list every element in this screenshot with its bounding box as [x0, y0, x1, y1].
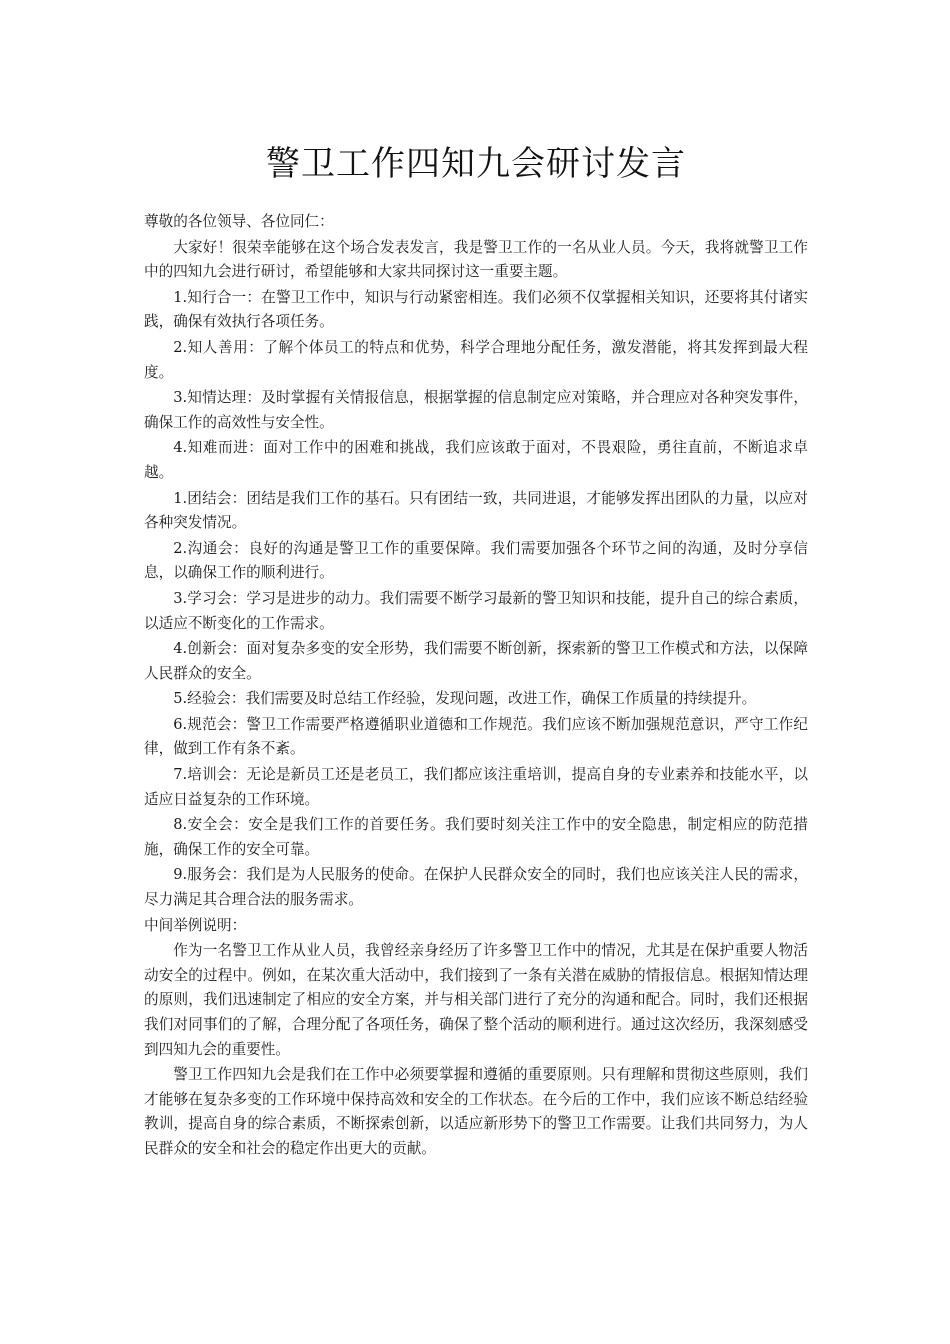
paragraph: 3.知情达理：及时掌握有关情报信息，根据掌握的信息制定应对策略，并合理应对各种突发事件，确保工作的高效性与安全性。 [144, 389, 808, 431]
paragraph: 警卫工作四知九会是我们在工作中必须要掌握和遵循的重要原则。只有理解和贯彻这些原则，我们才能够在复杂多变的工作环境中保持高效和安全的工作状态。在今后的工作中，我们应该不断总结经验教训，提高自身的综合素质，不断探索创新，以适应新形势下的警卫工作需要。让我们共同努力，为人民群众的安全和社会的稳定作出更大的贡献。 [144, 1066, 808, 1157]
paragraph-list [144, 210, 808, 1162]
paragraph: 1.知行合一：在警卫工作中，知识与行动紧密相连。我们必须不仅掌握相关知识，还要将其付诸实践，确保有效执行各项任务。 [144, 288, 808, 331]
paragraph: 中间举例说明： [144, 916, 247, 934]
paragraph: 作为一名警卫工作从业人员，我曾经亲身经历了许多警卫工作中的情况，尤其是在保护重要人物活动安全的过程中。例如，在某次重大活动中，我们接到了一条有关潜在威胁的情报信息。根据知情达理的原则，我们迅速制定了相应的安全方案，并与相关部门进行了充分的沟通和配合。同时，我们还根据我们对同事们的了解，合理分配了各项任务，确保了整个活动的顺利进行。通过这次经历，我深刻感受到四知九会的重要性。 [144, 942, 808, 1058]
paragraph: 9.服务会：我们是为人民服务的使命。在保护人民群众安全的同时，我们也应该关注人民的需求，尽力满足其合理合法的服务需求。 [144, 866, 808, 909]
paragraph: 4.创新会：面对复杂多变的安全形势，我们需要不断创新，探索新的警卫工作模式和方法，以保障人民群众的安全。 [144, 640, 808, 682]
paragraph: 8.安全会：安全是我们工作的首要任务。我们要时刻关注工作中的安全隐患，制定相应的防范措施，确保工作的安全可靠。 [144, 816, 808, 858]
document-body [144, 142, 808, 1162]
paragraph: 大家好！很荣幸能够在这个场合发表发言，我是警卫工作的一名从业人员。今天，我将就警卫工作中的四知九会进行研讨，希望能够和大家共同探讨这一重要主题。 [144, 238, 808, 281]
paragraph: 1.团结会：团结是我们工作的基石。只有团结一致，共同进退，才能够发挥出团队的力量，以应对各种突发情况。 [144, 489, 808, 532]
paragraph: 6.规范会：警卫工作需要严格遵循职业道德和工作规范。我们应该不断加强规范意识，严守工作纪律，做到工作有条不紊。 [144, 715, 808, 758]
paragraph: 2.沟通会：良好的沟通是警卫工作的重要保障。我们需要加强各个环节之间的沟通，及时分享信息，以确保工作的顺利进行。 [144, 539, 808, 582]
paragraph: 2.知人善用：了解个体员工的特点和优势，科学合理地分配任务，激发潜能，将其发挥到最大程度。 [144, 338, 808, 381]
paragraph: 尊敬的各位领导、各位同仁： [144, 213, 334, 230]
paragraph: 3.学习会：学习是进步的动力。我们需要不断学习最新的警卫知识和技能，提升自己的综合素质，以适应不断变化的工作需求。 [144, 589, 808, 632]
paragraph: 5.经验会：我们需要及时总结工作经验，发现问题，改进工作，确保工作质量的持续提升。 [173, 690, 757, 708]
paragraph: 7.培训会：无论是新员工还是老员工，我们都应该注重培训，提高自身的专业素养和技能水平，以适应日益复杂的工作环境。 [144, 766, 808, 808]
paragraph: 4.知难而进：面对工作中的困难和挑战，我们应该敢于面对，不畏艰险，勇往直前，不断追求卓越。 [144, 439, 808, 481]
document-title: 警卫工作四知九会研讨发言 [266, 144, 686, 184]
